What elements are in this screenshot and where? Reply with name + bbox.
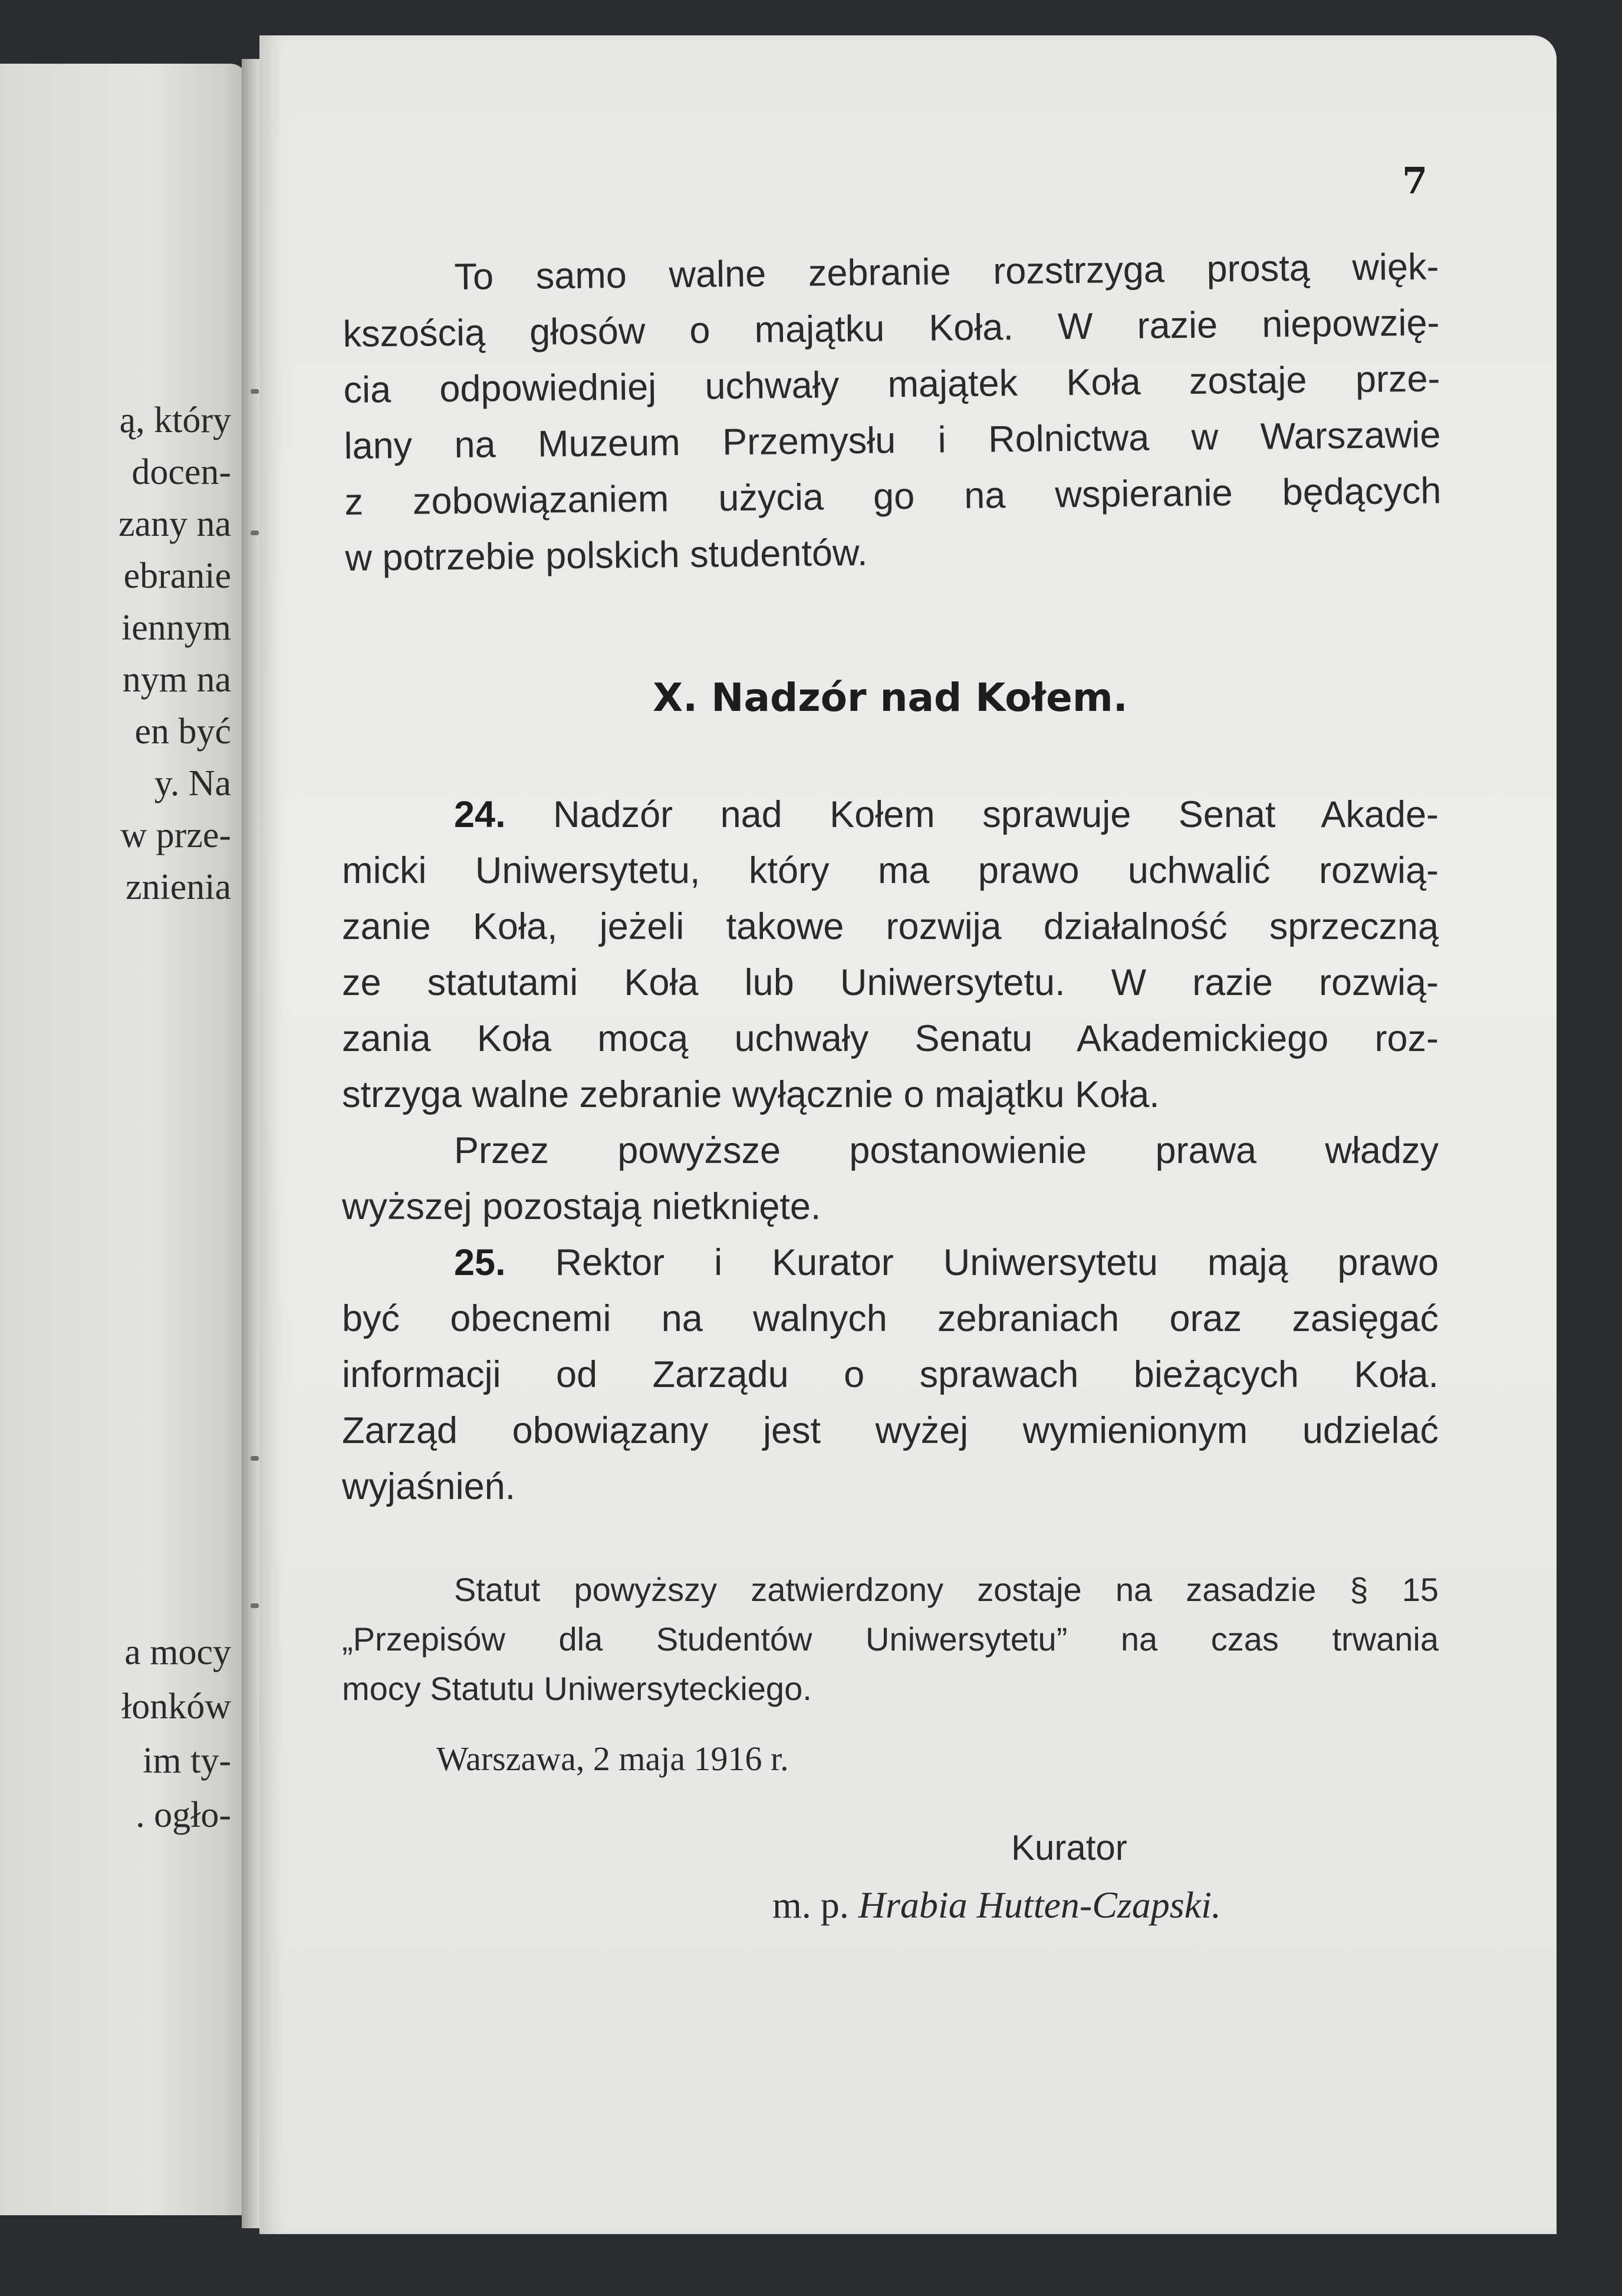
left-page-line: ą, który <box>119 400 231 440</box>
binding-stitch <box>251 389 259 394</box>
signature-prefix: m. p. <box>772 1884 849 1926</box>
paragraph-line <box>342 1235 1439 1291</box>
section-heading: X. Nadzór nad Kołem. <box>653 675 1128 720</box>
signatory-office: Kurator <box>1011 1828 1127 1867</box>
paragraph-line: strzyga walne zebranie wyłącznie o majątku Koła. <box>342 1074 1160 1115</box>
article-24 <box>342 787 1439 1123</box>
paragraph-line: informacji od Zarządu o sprawach bieżących Koła. <box>342 1354 1439 1395</box>
left-page-line: en być <box>134 711 231 752</box>
left-page <box>0 64 248 2215</box>
left-page-line: nym na <box>122 660 231 700</box>
left-page-line: ebranie <box>123 556 231 596</box>
binding-stitch <box>251 1603 259 1608</box>
note-line: mocy Statutu Uniwersyteckiego. <box>342 1670 812 1707</box>
paragraph-line-text: Nadzór nad Kołem sprawuje Senat Akade- <box>553 794 1439 835</box>
paragraph-line: w potrzebie polskich studentów. <box>345 532 868 579</box>
paragraph-line: ze statutami Koła lub Uniwersytetu. W razie rozwią- <box>342 962 1439 1003</box>
article-25 <box>342 1235 1439 1515</box>
article-24-note <box>342 1123 1439 1235</box>
page-number: 7 <box>1402 159 1428 202</box>
left-page-line: im ty- <box>143 1741 231 1781</box>
article-number: 25. <box>454 1242 506 1283</box>
approval-note <box>342 1565 1439 1714</box>
note-line: „Przepisów dla Studentów Uniwersytetu” na czas trwania <box>342 1620 1439 1658</box>
paragraph-line: micki Uniwersytetu, który ma prawo uchwalić rozwią- <box>342 850 1439 891</box>
binding-stitch <box>251 1456 259 1461</box>
left-page-line: iennym <box>121 608 231 648</box>
signatory-name: Hrabia Hutten-Czapski. <box>858 1884 1221 1926</box>
intro-paragraph <box>342 239 1442 587</box>
article-number: 24. <box>454 794 506 835</box>
paragraph-line: To samo walne zebranie rozstrzyga prostą więk- <box>454 246 1439 298</box>
paragraph-line: cia odpowiedniej uchwały majątek Koła zostaje prze- <box>343 358 1440 411</box>
left-page-line: w prze- <box>120 815 231 855</box>
paragraph-line: Zarząd obowiązany jest wyżej wymienionym udzielać <box>342 1410 1439 1451</box>
note-line: Statut powyższy zatwierdzony zostaje na zasadzie § 15 <box>454 1571 1439 1608</box>
paragraph-line: zania Koła mocą uchwały Senatu Akademickiego roz- <box>342 1018 1439 1059</box>
left-page-line: zany na <box>118 504 231 544</box>
left-page-line: a mocy <box>124 1632 231 1672</box>
left-page-line: y. Na <box>154 763 231 803</box>
signature-line <box>772 1883 1221 1927</box>
left-page-line: łonków <box>121 1686 231 1727</box>
left-page-line: znienia <box>125 867 231 907</box>
paragraph-line: Przez powyższe postanowienie prawa władzy <box>454 1130 1439 1171</box>
paragraph-line-text: Rektor i Kurator Uniwersytetu mają prawo <box>555 1242 1439 1283</box>
date-place: Warszawa, 2 maja 1916 r. <box>436 1740 789 1778</box>
paragraph-line: zanie Koła, jeżeli takowe rozwija działalność sprzeczną <box>342 906 1439 947</box>
left-page-line: . ogło- <box>136 1795 231 1835</box>
paragraph-line <box>342 787 1439 843</box>
paragraph-line: wyjaśnień. <box>342 1466 516 1507</box>
paragraph-line: wyższej pozostają nietknięte. <box>342 1186 821 1227</box>
paragraph-line: być obecnemi na walnych zebraniach oraz zasięgać <box>342 1298 1439 1339</box>
paragraph-line: lany na Muzeum Przemysłu i Rolnictwa w Warszawie <box>344 414 1441 467</box>
paragraph-line: z zobowiązaniem użycia go na wspieranie będących <box>344 470 1442 523</box>
paragraph-line: kszością głosów o majątku Koła. W razie niepowzię- <box>343 302 1440 355</box>
left-page-line: docen- <box>131 452 231 492</box>
binding-stitch <box>251 531 259 535</box>
